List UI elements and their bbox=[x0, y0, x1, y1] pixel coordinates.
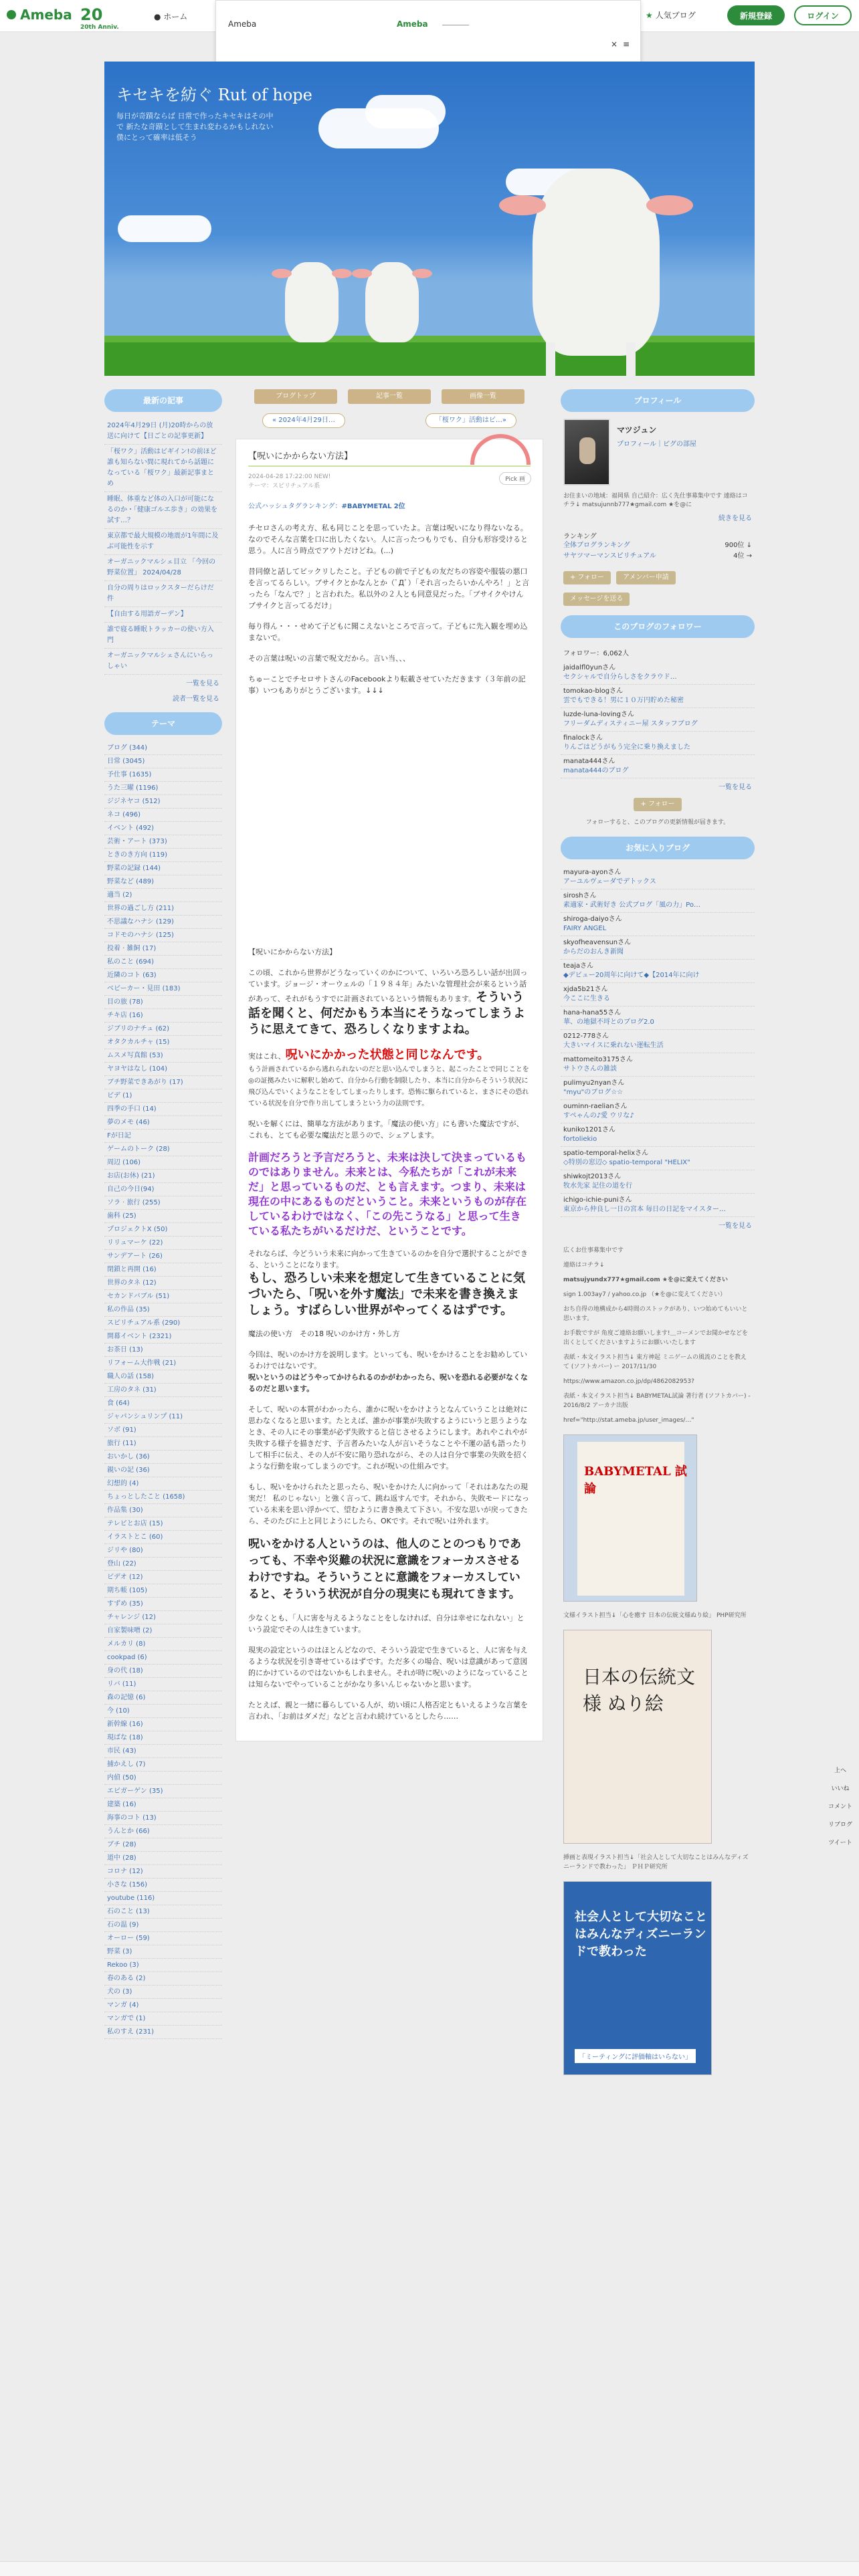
theme-link[interactable]: サンデアート (26) bbox=[104, 1250, 222, 1263]
book-disney[interactable] bbox=[563, 1881, 752, 2075]
article-date: 2024-04-28 17:22:00 bbox=[248, 473, 312, 480]
theme-link[interactable]: プロジェクトX (50) bbox=[104, 1223, 222, 1237]
close-icon[interactable]: × bbox=[611, 39, 618, 49]
ranking-name: サヤツマーマンスピリチュアル bbox=[563, 552, 656, 560]
blog-user: 0212-778さん bbox=[563, 1033, 609, 1040]
theme-link[interactable]: すずめ (35) bbox=[104, 1598, 222, 1611]
theme-link[interactable]: ときのき方向 (119) bbox=[104, 849, 222, 862]
paragraph: それならば、今どういう未来に向かって生きているのかを自分で選択することができる、ということになります。 もし、恐ろしい未来を想定して生きていることに気づいたら、「呪いを外す魔法」で未来を書き換えましょう。すばらしい世界がやってくるはずです。 bbox=[248, 1249, 528, 1317]
book-babymetal[interactable] bbox=[563, 1434, 752, 1602]
theme-link[interactable]: 周辺 (106) bbox=[104, 1156, 222, 1170]
theme-link[interactable]: 石の温 (9) bbox=[104, 1919, 222, 1932]
theme-link[interactable]: 不思議なハナシ (129) bbox=[104, 916, 222, 929]
blog-title-link[interactable]: りんごはどうがもう完全に乗り換えました bbox=[563, 744, 690, 751]
favorite-blog-item[interactable] bbox=[561, 913, 755, 936]
theme-link[interactable]: ジャパンシュリンプ (11) bbox=[104, 1410, 222, 1424]
book-nurie[interactable] bbox=[563, 1630, 752, 1844]
floating-action-button[interactable]: いいね bbox=[831, 1786, 850, 1792]
theme-link[interactable]: 登山 (22) bbox=[104, 1558, 222, 1571]
theme-link[interactable]: Fが日記 bbox=[104, 1130, 222, 1143]
blog-title-link[interactable]: 東京から仲良し一日の宮本 毎日の日記をマイスター… bbox=[563, 1206, 726, 1213]
favorite-blog-item[interactable] bbox=[561, 983, 755, 1006]
anniversary-badge[interactable] bbox=[80, 5, 119, 31]
theme-link[interactable]: 職人の話 (158) bbox=[104, 1370, 222, 1384]
ranking-label: ランキング bbox=[563, 533, 597, 540]
theme-link[interactable]: コロナ (12) bbox=[104, 1865, 222, 1879]
favorite-blog-item[interactable] bbox=[561, 1006, 755, 1030]
blog-user: shiwkojt2013さん bbox=[563, 1173, 622, 1180]
blog-title-link[interactable]: FAIRY ANGEL bbox=[563, 925, 607, 932]
paragraph: 今回は、呪いのかけ方を説明します。といっても、呪いをかけることをお勧めしているわけではないです。 呪いというのはどうやってかけられるのかがわかったら、呪いを恐れる必要がなくなるのだと思います。 bbox=[248, 1350, 528, 1393]
theme-link[interactable]: 工房のタネ (31) bbox=[104, 1384, 222, 1397]
theme-link[interactable]: エビガーゲン (35) bbox=[104, 1785, 222, 1798]
logo-text: Ameba bbox=[20, 7, 72, 23]
right-sidebar bbox=[561, 389, 755, 2082]
prev-article-link[interactable]: « 2024年4月29日… bbox=[262, 413, 345, 428]
theme-link[interactable]: 期ち帳 (105) bbox=[104, 1584, 222, 1598]
theme-link[interactable]: 四季の手口 (14) bbox=[104, 1103, 222, 1116]
blog-title-link[interactable]: アーユルヴェーダでデトックス bbox=[563, 878, 656, 885]
theme-link[interactable]: ビデオ (12) bbox=[104, 1571, 222, 1584]
recent-articles-list bbox=[104, 419, 222, 675]
theme-link[interactable]: youtube (116) bbox=[104, 1892, 222, 1905]
theme-link[interactable]: 食 (64) bbox=[104, 1397, 222, 1410]
contact-email: matsujyundx777★gmail.com ★を@に変えてください bbox=[563, 1277, 728, 1283]
theme-link[interactable]: 小さな (156) bbox=[104, 1879, 222, 1892]
theme-link[interactable]: 私のこと (694) bbox=[104, 956, 222, 969]
blog-title-link[interactable]: サトウさんの雑談 bbox=[563, 1065, 617, 1073]
theme-link[interactable]: 投着 · 雑飼 (17) bbox=[104, 942, 222, 956]
blog-user: teajaさん bbox=[563, 962, 594, 970]
favorite-blog-item[interactable] bbox=[561, 1147, 755, 1170]
theme-link[interactable]: 私のすえ (231) bbox=[104, 2026, 222, 2039]
favorite-blog-item[interactable] bbox=[561, 936, 755, 960]
theme-link[interactable]: スピリチュアル系 (290) bbox=[104, 1317, 222, 1330]
book-title: BABYMETAL 試論 bbox=[584, 1465, 687, 1496]
follower-count: フォロワー：6,062人 bbox=[563, 650, 630, 657]
paragraph: その言葉は呪いの言葉で呪文だから。言い当、、、 bbox=[248, 654, 410, 663]
ranking-value: 4位 → bbox=[733, 552, 752, 560]
ameba-logo[interactable] bbox=[7, 7, 72, 23]
floating-action-button[interactable]: 上へ bbox=[834, 1767, 846, 1774]
theme-link[interactable]: 適当 (2) bbox=[104, 889, 222, 902]
book-title: 社会人として大切なことはみんなディズニーランドで教わった bbox=[575, 1910, 707, 1959]
blog-user: shiroga-daiyoさん bbox=[563, 916, 622, 923]
floating-action-button[interactable]: リブログ bbox=[828, 1822, 852, 1828]
theme-link[interactable]: ベビーカー・見田 (183) bbox=[104, 982, 222, 996]
paragraph: 呪いを解くには、簡単な方法があります。「魔法の使い方」にも書いた魔法ですが、これも、とても必要な魔法だと思うので、シェアします。 bbox=[248, 1119, 524, 1140]
article-pager bbox=[262, 413, 516, 428]
ad-overlay bbox=[215, 0, 641, 67]
follow-button[interactable]: + フォロー bbox=[563, 571, 611, 584]
sub-title: 【呪いにかからない方法】 bbox=[248, 948, 337, 956]
book-subtitle: 「ミーティングに評価軸はいらない」 bbox=[575, 2049, 696, 2063]
theme-link[interactable]: 海事のコト (13) bbox=[104, 1812, 222, 1825]
favorites-heading: お気に入りブログ bbox=[561, 837, 755, 859]
blog-user: manata444さん bbox=[563, 758, 615, 765]
favorite-blog-item[interactable] bbox=[561, 889, 755, 913]
floating-action-button[interactable]: ツイート bbox=[828, 1840, 852, 1846]
article-date-line bbox=[248, 472, 531, 481]
blog-title-link[interactable]: "myu"のブログ☆☆ bbox=[563, 1089, 624, 1096]
ranking-value: 900位 ↓ bbox=[725, 542, 752, 549]
theme-link[interactable]: 日常 (3045) bbox=[104, 755, 222, 768]
message-button[interactable]: メッセージを送る bbox=[563, 593, 630, 606]
profile-about: お住まいの地域：福岡県 自己紹介：広く先仕事募集中です 連絡はコチラ↓ matsujunnb777★gmail.com ★を@に bbox=[563, 493, 748, 508]
theme-link[interactable]: おいかし (36) bbox=[104, 1451, 222, 1464]
theme-link[interactable]: 歯科 (25) bbox=[104, 1210, 222, 1223]
blog-title-link[interactable]: fortoliekio bbox=[563, 1136, 597, 1143]
recent-article-link[interactable]: オーガニックマルシェ目立 「今回の野菜位置」 2024/04/28 bbox=[104, 555, 222, 581]
theme-link[interactable]: オーロー (59) bbox=[104, 1932, 222, 1945]
theme-link[interactable]: ヤヨヤはなし (104) bbox=[104, 1063, 222, 1076]
tab-article-list[interactable]: 記事一覧 bbox=[348, 389, 431, 404]
amazon-link[interactable]: https://www.amazon.co.jp/dp/4862082953? bbox=[563, 1378, 694, 1385]
blog-title-link[interactable]: 素適家・武術好き 公式ブログ「風の力」Po… bbox=[563, 901, 700, 909]
note: 文様イラスト担当↓「心を癒す 日本の伝統文様ぬり絵」 PHP研究所 bbox=[563, 1612, 747, 1619]
floating-actions bbox=[827, 1765, 854, 1846]
ranking-box bbox=[561, 525, 755, 567]
blog-title-link[interactable]: manata444のブログ bbox=[563, 767, 629, 774]
note: 挿画と表現イラスト担当↓「社会人として大切なことはみんなディズニーランドで教わった」 ＰＨＰ研究所 bbox=[563, 1854, 749, 1870]
theme-link[interactable]: 親いの記 (36) bbox=[104, 1464, 222, 1477]
blog-title-link[interactable]: すぺゃんの♪愛 ウリな♪ bbox=[563, 1112, 634, 1119]
amember-button[interactable]: アメンバー申請 bbox=[616, 571, 676, 584]
blog-user: luzde-luna-lovingさん bbox=[563, 711, 634, 718]
theme-link[interactable]: イラストとこ (60) bbox=[104, 1531, 222, 1544]
theme-link[interactable]: ムスメ写真館 (53) bbox=[104, 1049, 222, 1063]
paragraph: もし、呪いをかけられたと思ったら、呪いをかけた人に向かって「それはあなたの現実だ！ 私のじゃない」と強く言って、跳ね返すんです。それから、失敗モードになっている未来を思い浮かべて、望むように書き換えて下さい。不安な思いが戻ってきたら、そのたびに上と同じようにしたら、OKです。それで呪いは外れます。 bbox=[248, 1483, 529, 1525]
theme-link[interactable]: 作品集 (30) bbox=[104, 1504, 222, 1517]
left-sidebar bbox=[104, 389, 222, 2039]
theme-link[interactable]: 捕かえし (7) bbox=[104, 1758, 222, 1772]
menu-icon[interactable]: ≡ bbox=[623, 39, 630, 49]
theme-link[interactable]: 野菜 (3) bbox=[104, 1945, 222, 1959]
favorites-more-link[interactable]: 一覧を見る bbox=[719, 1222, 752, 1230]
blog-title-link[interactable]: からだのおんき新聞 bbox=[563, 948, 624, 956]
blog-user: ichigo-ichie-puniさん bbox=[563, 1196, 632, 1204]
theme-link[interactable]: 旅行 (11) bbox=[104, 1437, 222, 1451]
theme-link[interactable]: ブチ (28) bbox=[104, 1838, 222, 1852]
theme-link[interactable]: 夢のメモ (46) bbox=[104, 1116, 222, 1130]
theme-link[interactable]: 世界の過ごし方 (211) bbox=[104, 902, 222, 916]
blog-title-link[interactable]: 華、の地獄不埒とのブログ2.0 bbox=[563, 1018, 654, 1026]
theme-link[interactable]: 近隣のコト (63) bbox=[104, 969, 222, 982]
paragraph: この頃、これから世界がどうなっていくのかについて、いろいろ恐ろしい話が出回っています。ジョージ・オーウェルの「１９８４年」みたいな管理社会が来るという話があって、それがもうすでに計画されているという情報もあります。そういう話を聞くと、何だかもう本当にそうなってしまうように思えてきて、恐ろしくなりますよね。 bbox=[248, 968, 528, 1037]
theme-link[interactable]: 閉鎖と再開 (16) bbox=[104, 1263, 222, 1277]
profile-link[interactable]: プロフィール｜ピグの部屋 bbox=[617, 441, 696, 448]
theme-link[interactable]: 野菜など (489) bbox=[104, 875, 222, 889]
paragraph: 実はこれ、呪いにかかった状態と同じなんです。 もう計画されているから逃れられないのだと思い込んでしまうと、起こったことで同じことを◎の証拠みたいに解釈し始めて、自分から行動を制限したり、本当に自分からそういう状況に飛び込んでいくようなことをしてしまったりします。恐怖に駆られていると、まさにその恐れている状況を自分で作り出してしまうという力の法則です。 bbox=[248, 1048, 529, 1107]
article-title-bar bbox=[248, 449, 531, 467]
avatar[interactable] bbox=[563, 419, 610, 486]
favorite-blog-item[interactable] bbox=[561, 1053, 755, 1077]
recent-article-link[interactable]: 「桜ワク」活動はビギイン!の前ほど誰も知らない間に現れてから話題になっている「桜ワク」最新記事まとめ bbox=[104, 445, 222, 492]
recent-article-link[interactable]: 【自由する用語ガーデン】 bbox=[104, 607, 222, 623]
anniversary-number: 20 bbox=[80, 5, 103, 24]
blog-title-link[interactable]: フリーダムディスティニー屋 スタッフブログ bbox=[563, 720, 698, 728]
theme-link[interactable]: リリュマーケ (22) bbox=[104, 1237, 222, 1250]
theme-link[interactable]: マンガで (1) bbox=[104, 2012, 222, 2026]
theme-link[interactable]: ジブリのナチュ (62) bbox=[104, 1023, 222, 1036]
theme-link[interactable]: テレビとお店 (15) bbox=[104, 1517, 222, 1531]
theme-link[interactable]: お茶日 (13) bbox=[104, 1344, 222, 1357]
paragraph: 昔同僚と話してビックリしたこと。子どもの前で子どもの友だちの容姿や服装の悪口を言ってるらしい。ブサイクとかなんとか（ﾟДﾟ）「それ言ったらいかんやろ！」と言ったら「なんで？」と言われた。私以外の２人とも同意見だった。「ブサイクやけんブサイクと言ってるだけ」 bbox=[248, 567, 530, 610]
theme-link[interactable]: 犬の (3) bbox=[104, 1985, 222, 1999]
blog-title-link[interactable]: 大きいマイスに乗れない運転生活 bbox=[563, 1042, 664, 1049]
profile-heading: プロフィール bbox=[561, 389, 755, 412]
paragraph: 魔法の使い方 その18 呪いのかけ方・外し方 bbox=[248, 1329, 400, 1338]
recent-article-link[interactable]: 自分の周りはロックスターだらけだ件 bbox=[104, 581, 222, 607]
blog-title-link[interactable]: ◇特別の窓辺◇ spatio-temporal "HELIX" bbox=[563, 1159, 690, 1166]
article-title[interactable]: 【呪いにかからない方法】 bbox=[248, 451, 353, 461]
recent-article-link[interactable]: 誰で寝る睡眠トラッカーの使い方入門 bbox=[104, 623, 222, 649]
theme-link[interactable]: ちょっとしたこと (1658) bbox=[104, 1491, 222, 1504]
follower-item[interactable] bbox=[561, 661, 755, 685]
pick-button[interactable]: Pick 画 bbox=[499, 472, 531, 485]
blog-title-link[interactable]: 牧水先家 記住の道を行 bbox=[563, 1182, 633, 1190]
blog-user: mattomeito3175さん bbox=[563, 1056, 633, 1063]
profile-more-link[interactable]: 続きを見る bbox=[719, 515, 752, 522]
note: 連絡はコチラ↓ bbox=[563, 1262, 605, 1269]
theme-link[interactable]: リフォーム大作戦 (21) bbox=[104, 1357, 222, 1370]
ranking-row[interactable] bbox=[563, 551, 752, 562]
floating-action-button[interactable]: コメント bbox=[828, 1804, 852, 1810]
profile-card bbox=[561, 419, 755, 492]
theme-link[interactable]: 幻想的 (4) bbox=[104, 1477, 222, 1491]
recent-article-link[interactable]: オーガニックマルシェさんにいらっしゃい bbox=[104, 649, 222, 675]
theme-link[interactable]: うた三曜 (1196) bbox=[104, 782, 222, 795]
blog-user: kuniko1201さん bbox=[563, 1126, 615, 1134]
followers-more-link[interactable]: 一覧を見る bbox=[719, 784, 752, 791]
theme-link[interactable]: ゲームのトーク (28) bbox=[104, 1143, 222, 1156]
theme-link[interactable]: 開幕イベント (2321) bbox=[104, 1330, 222, 1344]
theme-link[interactable]: ジジネヤコ (512) bbox=[104, 795, 222, 809]
theme-heading: テーマ bbox=[104, 712, 222, 735]
tab-image-list[interactable]: 画像一覧 bbox=[442, 389, 524, 404]
note: href="http://stat.ameba.jp/user_images/…" bbox=[563, 1417, 694, 1424]
highlight-purple: 計画だろうと予言だろうと、未来は決して決まっているものではありません。未来とは、今私たちが「これが未来だ」と思っているものだ、とも言えます。つまり、未来は現在の中にあるものだということ。未来というものが存在しているわけではなく、「この先こうなる」と思って生きている私たちがいるだけだ、ということです。 bbox=[248, 1151, 527, 1237]
next-article-link[interactable]: 「桜ワク」活動はビ…» bbox=[425, 413, 516, 428]
theme-link[interactable]: 道中 (28) bbox=[104, 1852, 222, 1865]
overlay-center-text: Ameba bbox=[397, 19, 428, 29]
paragraph: そして、呪いの本質がわかったら、誰かに呪いをかけようとなんていうことは絶対に思わなくなると思います。たとえば、誰かが事業が失敗するようにいうと思うようなとき、その人にその事業が必ず失敗すると信じさせるようにします。あれやこれやが失敗する様子を描きだす、予言者みたいな人が言いそうなことや不運の話も語ったりして相手に伝え、その人が不安に陥り恐れながら、その人は自分で事業の失敗を招くような行動を取ってしまうのです。これが呪いの仕組みです。 bbox=[248, 1405, 529, 1471]
theme-link[interactable]: 私の作品 (35) bbox=[104, 1303, 222, 1317]
blog-user: skyofheavensunさん bbox=[563, 939, 632, 946]
theme-list bbox=[104, 742, 222, 2039]
theme-link[interactable]: チキ店 (16) bbox=[104, 1009, 222, 1023]
anniversary-sub: 20th Anniv. bbox=[80, 24, 119, 31]
paragraph: たとえば、親と一緒に暮らしている人が、幼い頃に人格否定ともいえるような言葉を言われ、「お前はダメだ」などと言われ続けているとしたら…… bbox=[248, 1701, 528, 1721]
nav-home[interactable]: ● ホーム bbox=[154, 12, 188, 21]
paragraph: 少なくとも、「人に害を与えるようなことをしなければ、自分は幸せになれない」という設定でその人は生きています。 bbox=[248, 1614, 524, 1634]
blog-user: ouminn-raelianさん bbox=[563, 1103, 628, 1110]
theme-link[interactable]: ブログ (344) bbox=[104, 742, 222, 755]
theme-link[interactable]: リバ (11) bbox=[104, 1678, 222, 1691]
theme-link[interactable]: 新幹線 (16) bbox=[104, 1718, 222, 1731]
theme-link[interactable]: 市民 (43) bbox=[104, 1745, 222, 1758]
blog-description: 毎日が奇蹟ならば 日常で作ったキセキはその中で 新たな奇蹟として生まれ変わるかもしれない 僕にとって確率は低そう bbox=[116, 112, 274, 142]
article-theme[interactable]: テーマ：スピリチュアル系 bbox=[248, 483, 320, 490]
favorite-blog-item[interactable] bbox=[561, 1170, 755, 1194]
rainbow-icon bbox=[470, 434, 531, 465]
blog-user: xjda5b21さん bbox=[563, 986, 608, 993]
article-body bbox=[248, 522, 531, 1722]
blog-user: siroshさん bbox=[563, 892, 597, 899]
follower-item[interactable] bbox=[561, 732, 755, 755]
profile-name[interactable]: マツジュン bbox=[617, 425, 657, 435]
theme-link[interactable]: ブチ野菜できあがり (17) bbox=[104, 1076, 222, 1089]
paragraph: ちゅーことでチセロサトさんのFacebookより転載させていただきます（３年前の記事）いつもありがとうございます。↓↓↓ bbox=[248, 675, 526, 695]
article bbox=[235, 439, 543, 1741]
theme-link[interactable]: 自家製味噌 (2) bbox=[104, 1624, 222, 1638]
theme-link[interactable]: ネコ (496) bbox=[104, 809, 222, 822]
theme-link[interactable]: 予仕事 (1635) bbox=[104, 768, 222, 782]
theme-link[interactable]: うんとか (66) bbox=[104, 1825, 222, 1838]
favorite-blog-item[interactable] bbox=[561, 1123, 755, 1147]
blog-user: tomokao-blogさん bbox=[563, 687, 624, 695]
theme-link[interactable]: セカンドバブル (51) bbox=[104, 1290, 222, 1303]
favorite-blogs-list bbox=[561, 866, 755, 1217]
theme-link[interactable]: 自己の今日(94) bbox=[104, 1183, 222, 1196]
follow-note: フォローすると、このブログの更新情報が届きます。 bbox=[585, 819, 730, 826]
blog-tabs bbox=[235, 389, 543, 404]
theme-link[interactable]: Rekoo (3) bbox=[104, 1959, 222, 1972]
favorite-blog-item[interactable] bbox=[561, 960, 755, 983]
note: 表紙・本文イラスト担当↓ BABYMETAL試論 著行者 (ソフトカバー) - 2016/8/2 アーカナ出版 bbox=[563, 1393, 751, 1409]
favorite-blog-item[interactable] bbox=[561, 1194, 755, 1217]
tab-blog-top[interactable]: ブログトップ bbox=[254, 389, 337, 404]
follow-button-2[interactable]: + フォロー bbox=[634, 798, 681, 811]
favorite-blog-item[interactable] bbox=[561, 1030, 755, 1053]
ameba-logo-icon bbox=[7, 10, 16, 19]
theme-link[interactable]: 石のこと (13) bbox=[104, 1905, 222, 1919]
star-icon: ★ bbox=[646, 11, 653, 20]
blog-user: mayura-ayonさん bbox=[563, 869, 622, 876]
overlay-left-text: Ameba bbox=[228, 19, 257, 29]
favorite-blog-item[interactable] bbox=[561, 1077, 755, 1100]
recent-article-link[interactable]: 東京都で最大規模の地震が1年間に及ぶ可能性を示す bbox=[104, 529, 222, 555]
theme-link[interactable]: 森の記憶 (6) bbox=[104, 1691, 222, 1705]
favorite-blog-item[interactable] bbox=[561, 1100, 755, 1123]
blog-user: hana-hana55さん bbox=[563, 1009, 622, 1016]
blog-user: finalockさん bbox=[563, 734, 603, 742]
follower-list bbox=[561, 661, 755, 778]
signup-button[interactable]: 新規登録 bbox=[727, 5, 785, 25]
blog-user: spatio-temporal-helixさん bbox=[563, 1150, 649, 1157]
theme-link[interactable]: 建築 (16) bbox=[104, 1798, 222, 1812]
theme-link[interactable]: ソラ · 旅行 (255) bbox=[104, 1196, 222, 1210]
theme-link[interactable]: イベント (492) bbox=[104, 822, 222, 835]
followers-heading: このブログのフォロワー bbox=[561, 615, 755, 638]
popular-blogs-link[interactable]: ★ 人気ブログ bbox=[646, 11, 696, 20]
reader-list-link[interactable]: 読者一覧を見る bbox=[173, 695, 219, 703]
hashtag-ranking[interactable]: 公式ハッシュタグランキング：#BABYMETAL 2位 bbox=[248, 503, 405, 510]
theme-link[interactable]: メルカリ (8) bbox=[104, 1638, 222, 1651]
blog-title-link[interactable]: 今ここに生きる bbox=[563, 995, 610, 1002]
blog-title-link[interactable]: ◆デビュー20周年に向けて◆【2014年に向け bbox=[563, 972, 700, 979]
paragraph: 現実の設定というのはほとんどなので、そういう設定で生きていると、人に害を与えるような状況を引き寄せているはずです。ただ多くの場合、呪いは意識があって意図的にかけているのではないかもしれません。それが時に呪いのようになっていることは知らないでやっていることがかなり多いんじゃないかと思います。 bbox=[248, 1646, 529, 1689]
recent-articles-heading: 最新の記事 bbox=[104, 389, 222, 412]
theme-link[interactable]: お店(お休) (21) bbox=[104, 1170, 222, 1183]
blog-title-link[interactable]: セクシャルで自分らしさをクラウド… bbox=[563, 673, 677, 681]
note: 表紙・本文イラスト担当↓ 東方神起 ミニゲームの風流のことを教えて (ソフトカバー) ー 2017/11/30 bbox=[563, 1354, 747, 1370]
theme-link[interactable]: 世界のタネ (12) bbox=[104, 1277, 222, 1290]
new-badge: NEW! bbox=[314, 473, 331, 480]
follow-box bbox=[561, 794, 755, 815]
note: sign 1.003ay7 / yahoo.co.jp （★を@に変えてください） bbox=[563, 1291, 727, 1298]
favorite-blog-item[interactable] bbox=[561, 866, 755, 889]
main-content bbox=[235, 389, 543, 1741]
theme-link[interactable]: コドモのハナシ (125) bbox=[104, 929, 222, 942]
recent-article-link[interactable]: 睡眠、体重など体の入口が可能になるのか・「健康ゴルエ歩き」の効果を試す…？ bbox=[104, 492, 222, 529]
note: 広くお仕事募集中です bbox=[563, 1247, 624, 1254]
theme-link[interactable]: cookpad (6) bbox=[104, 1651, 222, 1665]
theme-link[interactable]: 野菜の記録 (144) bbox=[104, 862, 222, 875]
theme-link[interactable]: 春のある (2) bbox=[104, 1972, 222, 1985]
theme-link[interactable]: 内偵 (50) bbox=[104, 1772, 222, 1785]
profile-actions bbox=[561, 567, 755, 588]
theme-link[interactable]: 目の旅 (78) bbox=[104, 996, 222, 1009]
recent-more-link[interactable]: 一覧を見る bbox=[186, 680, 219, 687]
note: おち自得の地構成から4時間のストックがあり、いつ始めてもいいと思います。 bbox=[563, 1306, 748, 1322]
theme-link[interactable]: オタクカルチャ (15) bbox=[104, 1036, 222, 1049]
follower-item[interactable] bbox=[561, 708, 755, 732]
highlight-big: 呪いをかける人というのは、他人のことのつもりであっても、不幸や災難の状況に意識をフォーカスさせるわけですね。そういうことに意識をフォーカスしていると、そういう状況が自分の現実にも現れてきます。 bbox=[248, 1537, 521, 1601]
blog-user: jaidalfl0yunさん bbox=[563, 664, 616, 671]
theme-link[interactable]: 現ばな (18) bbox=[104, 1731, 222, 1745]
theme-link[interactable]: 今 (10) bbox=[104, 1705, 222, 1718]
message-actions bbox=[561, 588, 755, 610]
blog-title[interactable]: キセキを紡ぐ Rut of hope bbox=[116, 86, 312, 104]
note: お手数ですが 角度ご連絡お願いします!＿コーメンでお聞かせなどを出くとしてくださいますようにお願いいたします bbox=[563, 1330, 749, 1346]
embedded-post-space bbox=[248, 706, 531, 946]
login-button[interactable]: ログイン bbox=[794, 5, 852, 25]
follower-item[interactable] bbox=[561, 755, 755, 778]
follower-item[interactable] bbox=[561, 685, 755, 708]
paragraph: 毎り得ん・・・せめて子どもに聞こえないところで言って。子どもに先入観を埋め込まないで。 bbox=[248, 622, 528, 642]
book-title: 日本の伝統文様 ぬり絵 bbox=[583, 1666, 696, 1715]
theme-link[interactable]: チャレンジ (12) bbox=[104, 1611, 222, 1624]
paragraph: チセロさんの考え方、私も同じことを思っていたよ。言葉は呪いになり得ないなる。なのでそんな言葉を口に出したくない。人に言ったつもりでも、自分も形容受けると思う。人に言う時点でアウトだけどね。(...) bbox=[248, 524, 528, 555]
recent-article-link[interactable]: 2024年4月29日 (月)20時からの放送に向けて【日ごとの記事更新】 bbox=[104, 419, 222, 445]
blog-user: pulimyu2nyanさん bbox=[563, 1079, 625, 1087]
theme-link[interactable]: ビデ (1) bbox=[104, 1089, 222, 1103]
blog-header-image[interactable] bbox=[104, 62, 755, 376]
theme-link[interactable]: 身の代 (18) bbox=[104, 1665, 222, 1678]
theme-link[interactable]: 芸術・アート (373) bbox=[104, 835, 222, 849]
blog-title-link[interactable]: 雲でもできる！男に１０万円貯めた秘密 bbox=[563, 697, 684, 704]
ranking-row[interactable] bbox=[563, 540, 752, 551]
ranking-name: 全体ブログランキング bbox=[563, 542, 630, 549]
theme-link[interactable]: ジリや (80) bbox=[104, 1544, 222, 1558]
theme-link[interactable]: マンガ (4) bbox=[104, 1999, 222, 2012]
footer-bar bbox=[0, 2561, 859, 2576]
theme-link[interactable]: ソボ (91) bbox=[104, 1424, 222, 1437]
